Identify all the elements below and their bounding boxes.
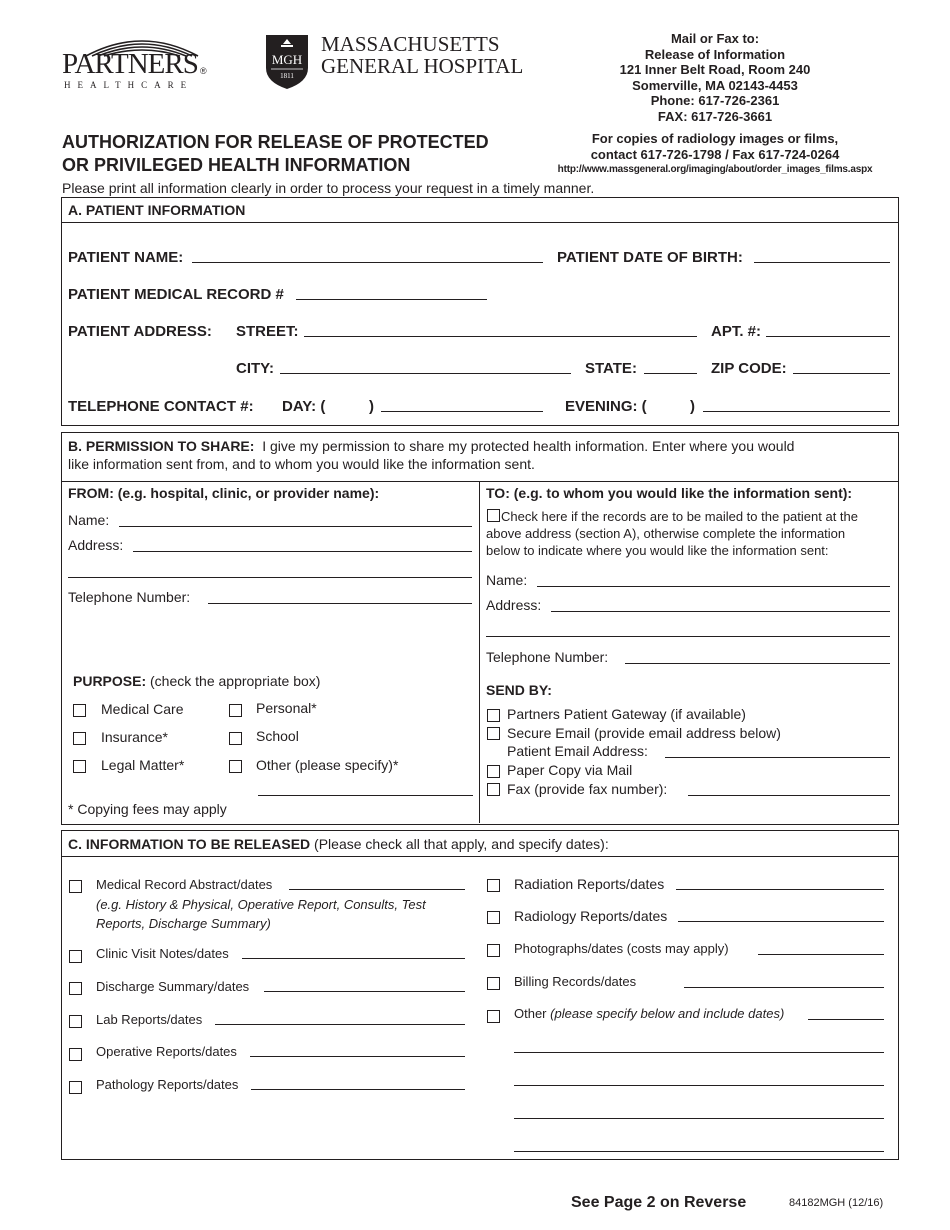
from-name-field[interactable] bbox=[119, 526, 472, 527]
mail-line: Phone: 617-726-2361 bbox=[650, 93, 780, 108]
patient-email-label: Patient Email Address: bbox=[507, 743, 648, 759]
city-label: CITY: bbox=[236, 360, 275, 377]
send-email-label: Secure Email (provide email address below) bbox=[507, 725, 781, 741]
other-note: (please specify below and include dates) bbox=[550, 1006, 785, 1021]
day-paren-close: ) bbox=[369, 398, 374, 415]
purpose-medical-care-checkbox[interactable] bbox=[73, 704, 86, 717]
lab-reports-checkbox[interactable] bbox=[69, 1015, 82, 1028]
form-code: 84182MGH (12/16) bbox=[789, 1197, 884, 1209]
from-address-field[interactable] bbox=[133, 551, 472, 552]
mail-line: Release of Information bbox=[644, 46, 786, 62]
billing-records-label: Billing Records/dates bbox=[514, 974, 637, 989]
radiation-reports-label: Radiation Reports/dates bbox=[514, 876, 665, 892]
street-label: STREET: bbox=[236, 323, 299, 340]
city-field[interactable] bbox=[280, 373, 571, 374]
operative-reports-checkbox[interactable] bbox=[69, 1048, 82, 1061]
patient-address-label: PATIENT ADDRESS: bbox=[68, 323, 212, 340]
from-address-label: Address: bbox=[68, 537, 124, 553]
section-c-heading-text: (Please check all that apply, and specify dates): bbox=[314, 836, 609, 852]
pathology-reports-dates-field[interactable] bbox=[251, 1089, 465, 1090]
zip-label: ZIP CODE: bbox=[711, 360, 787, 377]
purpose-label: PURPOSE: bbox=[73, 673, 147, 689]
other-records-checkbox[interactable] bbox=[487, 1010, 500, 1023]
patient-name-label: PATIENT NAME: bbox=[68, 249, 184, 266]
from-heading: FROM: (e.g. hospital, clinic, or provider name): bbox=[68, 485, 380, 501]
purpose-heading bbox=[73, 673, 320, 689]
dob-label: PATIENT DATE OF BIRTH: bbox=[557, 249, 743, 266]
page-title bbox=[62, 131, 489, 177]
purpose-medical-care-label: Medical Care bbox=[101, 701, 184, 717]
section-a-heading: A. PATIENT INFORMATION bbox=[68, 202, 246, 218]
instruction-text: Please print all information clearly in order to process your request in a timely manner. bbox=[62, 180, 595, 196]
abstract-label: Medical Record Abstract/dates bbox=[96, 877, 273, 892]
title-line1: AUTHORIZATION FOR RELEASE OF PROTECTED bbox=[62, 132, 489, 152]
lab-reports-label: Lab Reports/dates bbox=[96, 1012, 203, 1027]
registered-mark: ® bbox=[200, 66, 207, 76]
pathology-reports-checkbox[interactable] bbox=[69, 1081, 82, 1094]
section-c-divider bbox=[61, 856, 898, 857]
photographs-label: Photographs/dates (costs may apply) bbox=[514, 941, 729, 956]
radiology-line: contact 617-726-1798 / Fax 617-724-0264 bbox=[590, 146, 840, 162]
purpose-other-checkbox[interactable] bbox=[229, 760, 242, 773]
purpose-legal-label: Legal Matter* bbox=[101, 757, 185, 773]
to-telephone-field[interactable] bbox=[625, 663, 890, 664]
evening-label: EVENING: ( bbox=[565, 398, 647, 415]
section-b-heading bbox=[68, 437, 893, 473]
title-line2: OR PRIVILEGED HEALTH INFORMATION bbox=[62, 155, 411, 175]
radiation-reports-dates-field[interactable] bbox=[676, 889, 884, 890]
day-phone-field[interactable] bbox=[381, 411, 543, 412]
discharge-summary-checkbox[interactable] bbox=[69, 982, 82, 995]
send-fax-label: Fax (provide fax number): bbox=[507, 781, 668, 797]
radiology-line: For copies of radiology images or films, bbox=[591, 131, 839, 146]
mgh-seal bbox=[265, 34, 309, 90]
mgh-seal-year: 1811 bbox=[280, 72, 294, 80]
partners-logo-text: PARTNERS bbox=[62, 48, 198, 80]
to-address-field[interactable] bbox=[551, 611, 890, 612]
mrn-label: PATIENT MEDICAL RECORD # bbox=[68, 286, 284, 303]
evening-phone-field[interactable] bbox=[703, 411, 890, 412]
abstract-note-line1: (e.g. History & Physical, Operative Report, Consults, Test bbox=[96, 897, 426, 912]
purpose-school-label: School bbox=[256, 728, 299, 744]
pathology-reports-label: Pathology Reports/dates bbox=[96, 1077, 239, 1092]
mail-to-patient-line: Check here if the records are to be mailed to the patient at the bbox=[501, 509, 858, 524]
mail-to-patient-text bbox=[486, 508, 891, 559]
radiology-reports-dates-field[interactable] bbox=[678, 921, 884, 922]
patient-name-field[interactable] bbox=[192, 262, 543, 263]
zip-field[interactable] bbox=[793, 373, 890, 374]
patient-email-field[interactable] bbox=[665, 757, 890, 758]
mail-line: 121 Inner Belt Road, Room 240 bbox=[619, 62, 811, 77]
evening-paren-close: ) bbox=[690, 398, 695, 415]
mail-to-patient-line: above address (section A), otherwise complete the information bbox=[486, 526, 846, 541]
purpose-legal-checkbox[interactable] bbox=[73, 760, 86, 773]
abstract-note bbox=[96, 895, 426, 933]
section-a-divider bbox=[61, 222, 898, 223]
section-c-heading bbox=[68, 836, 609, 852]
send-paper-label: Paper Copy via Mail bbox=[507, 762, 633, 778]
billing-records-checkbox[interactable] bbox=[487, 977, 500, 990]
send-gateway-label: Partners Patient Gateway (if available) bbox=[507, 706, 746, 722]
to-address-label: Address: bbox=[486, 597, 542, 613]
see-page-2: See Page 2 on Reverse bbox=[571, 1194, 747, 1211]
purpose-school-checkbox[interactable] bbox=[229, 732, 242, 745]
abstract-checkbox[interactable] bbox=[69, 880, 82, 893]
send-by-heading: SEND BY: bbox=[486, 682, 552, 698]
mrn-field[interactable] bbox=[296, 299, 487, 300]
discharge-summary-label: Discharge Summary/dates bbox=[96, 979, 250, 994]
purpose-instruction: (check the appropriate box) bbox=[150, 673, 321, 689]
radiation-reports-checkbox[interactable] bbox=[487, 879, 500, 892]
telephone-label: TELEPHONE CONTACT #: bbox=[68, 398, 254, 415]
from-telephone-label: Telephone Number: bbox=[68, 589, 191, 605]
other-label: Other bbox=[514, 1006, 547, 1021]
apt-label: APT. #: bbox=[711, 323, 762, 340]
other-records-label bbox=[514, 1006, 784, 1021]
operative-reports-dates-field[interactable] bbox=[250, 1056, 465, 1057]
clinic-notes-label: Clinic Visit Notes/dates bbox=[96, 946, 229, 961]
section-b-column-divider bbox=[479, 481, 480, 823]
mail-line: FAX: 617-726-3661 bbox=[657, 108, 773, 124]
operative-reports-label: Operative Reports/dates bbox=[96, 1044, 237, 1059]
other-records-line[interactable] bbox=[514, 1052, 884, 1053]
other-records-line[interactable] bbox=[514, 1085, 884, 1086]
radiology-reports-label: Radiology Reports/dates bbox=[514, 908, 668, 924]
section-b-heading-bold: B. PERMISSION TO SHARE: bbox=[68, 438, 255, 454]
photographs-checkbox[interactable] bbox=[487, 944, 500, 957]
send-fax-checkbox[interactable] bbox=[487, 783, 500, 796]
to-name-field[interactable] bbox=[537, 586, 890, 587]
mail-line: Somerville, MA 02143-4453 bbox=[632, 77, 798, 93]
other-records-field[interactable] bbox=[808, 1019, 884, 1020]
purpose-insurance-checkbox[interactable] bbox=[73, 732, 86, 745]
partners-logo bbox=[60, 30, 215, 94]
mail-line: Mail or Fax to: bbox=[670, 31, 760, 46]
state-field[interactable] bbox=[644, 373, 697, 374]
send-paper-checkbox[interactable] bbox=[487, 765, 500, 778]
from-telephone-field[interactable] bbox=[208, 603, 472, 604]
lab-reports-dates-field[interactable] bbox=[215, 1024, 465, 1025]
to-heading: TO: (e.g. to whom you would like the information sent): bbox=[486, 485, 853, 501]
day-label: DAY: ( bbox=[282, 398, 326, 415]
purpose-insurance-label: Insurance* bbox=[101, 729, 168, 745]
apt-field[interactable] bbox=[766, 336, 890, 337]
purpose-other-label: Other (please specify)* bbox=[256, 757, 399, 773]
radiology-reports-checkbox[interactable] bbox=[487, 911, 500, 924]
mail-fax-block bbox=[590, 31, 840, 124]
partners-logo-sub: HEALTHCARE bbox=[64, 80, 194, 90]
mgh-name-line2: GENERAL HOSPITAL bbox=[321, 54, 524, 78]
mgh-name-line1: MASSACHUSETTS bbox=[321, 32, 500, 56]
fax-number-field[interactable] bbox=[688, 795, 890, 796]
fees-note: * Copying fees may apply bbox=[68, 801, 227, 817]
other-records-line[interactable] bbox=[514, 1118, 884, 1119]
mgh-seal-text: MGH bbox=[271, 52, 303, 67]
billing-records-dates-field[interactable] bbox=[684, 987, 884, 988]
to-name-label: Name: bbox=[486, 572, 528, 588]
street-field[interactable] bbox=[304, 336, 697, 337]
radiology-url[interactable]: http://www.massgeneral.org/imaging/about/order_images_films.aspx bbox=[557, 164, 873, 175]
to-telephone-label: Telephone Number: bbox=[486, 649, 609, 665]
photographs-dates-field[interactable] bbox=[758, 954, 884, 955]
purpose-personal-checkbox[interactable] bbox=[229, 704, 242, 717]
from-address-field-2[interactable] bbox=[68, 577, 472, 578]
from-name-label: Name: bbox=[68, 512, 110, 528]
purpose-personal-label: Personal* bbox=[256, 700, 317, 716]
send-gateway-checkbox[interactable] bbox=[487, 709, 500, 722]
mgh-name bbox=[321, 33, 523, 77]
section-b-heading-text-2: like information sent from, and to whom you would like the information sent. bbox=[68, 456, 535, 472]
dob-field[interactable] bbox=[754, 262, 890, 263]
section-a-box bbox=[61, 197, 899, 426]
mail-to-patient-line: below to indicate where you would like the information sent: bbox=[486, 543, 829, 558]
clinic-notes-checkbox[interactable] bbox=[69, 950, 82, 963]
to-address-field-2[interactable] bbox=[486, 636, 890, 637]
section-c-heading-bold: C. INFORMATION TO BE RELEASED bbox=[68, 836, 311, 852]
discharge-summary-dates-field[interactable] bbox=[264, 991, 465, 992]
abstract-dates-field[interactable] bbox=[289, 889, 465, 890]
section-b-heading-text: I give my permission to share my protected health information. Enter where you would bbox=[262, 438, 795, 454]
send-email-checkbox[interactable] bbox=[487, 727, 500, 740]
purpose-other-field[interactable] bbox=[258, 795, 473, 796]
abstract-note-line2: Reports, Discharge Summary) bbox=[96, 916, 271, 931]
other-records-line[interactable] bbox=[514, 1151, 884, 1152]
state-label: STATE: bbox=[585, 360, 637, 377]
clinic-notes-dates-field[interactable] bbox=[242, 958, 465, 959]
radiology-contact bbox=[540, 131, 890, 162]
